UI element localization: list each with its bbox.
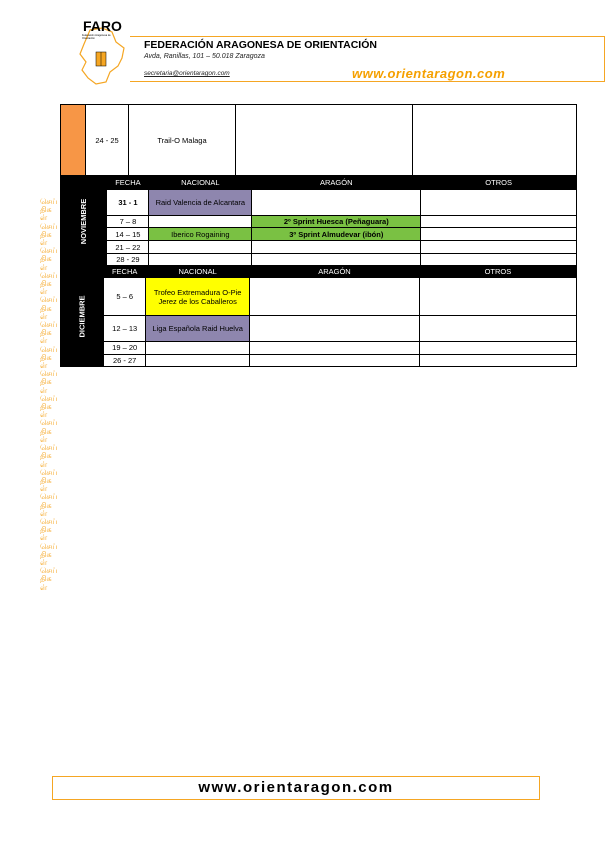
fecha-cell: 26 - 27 [104,354,146,366]
otros-cell [421,241,577,254]
header-website-link[interactable]: www.orientaragon.com [352,66,506,81]
table-row [61,105,577,176]
fecha-cell: 7 – 8 [107,215,149,228]
decorative-sidebar-text: செய்திகள் செய்திகள் செய்திகள் செய்திகள் செய்திகள் செய்திகள் செய்திகள் செய்திகள் செய்திகள் செய்திகள் செய்திகள் செய்திகள் செய்திகள் செய்திகள் செய்திகள் செய்திகள் [40,197,58,592]
table-row [61,189,577,215]
nacional-cell: Raid Valencia de Alcantara [149,189,252,215]
letterhead [60,18,546,80]
col-otros-header: OTROS [421,177,577,190]
table-row [61,342,577,354]
nacional-cell [146,342,250,354]
aragon-cell [252,254,421,266]
month-label-noviembre: NOVIEMBRE [61,177,107,266]
otros-cell [419,316,576,342]
aragon-cell: 3º Sprint Almudevar (ibón) [252,228,421,241]
footer-frame [52,776,540,800]
logo-text: FARO [83,18,122,34]
footer-website-link[interactable]: www.orientaragon.com [198,779,394,796]
aragon-cell [250,278,420,316]
col-otros-header: OTROS [419,266,576,278]
fecha-cell: 28 - 29 [107,254,149,266]
federation-email[interactable]: secretaria@orientaragon.com [144,70,230,77]
nacional-cell: Liga Española Raid Huelva [146,316,250,342]
nacional-cell [149,241,252,254]
otros-cell [421,228,577,241]
col-aragon-header: ARAGÓN [250,266,420,278]
table-row [61,354,577,366]
table-row [61,254,577,266]
calendar-table-noviembre [60,176,577,266]
otros-cell [421,189,577,215]
aragon-cell: 2º Sprint Huesca (Peñaguara) [252,215,421,228]
month-cell-empty [61,105,86,176]
otros-cell [419,342,576,354]
column-header-row [61,177,577,190]
col-nacional-header: NACIONAL [149,177,252,190]
nacional-cell: Iberico Rogaining [149,228,252,241]
otros-cell [421,215,577,228]
fecha-cell: 19 – 20 [104,342,146,354]
fecha-cell: 5 – 6 [104,278,146,316]
month-label-diciembre: DICIEMBRE [61,266,104,367]
table-row [61,241,577,254]
aragon-cell [250,354,420,366]
aragon-cell [252,189,421,215]
nacional-cell: Trail-O Malaga [129,105,236,176]
fecha-cell: 24 - 25 [86,105,129,176]
federation-title: FEDERACIÓN ARAGONESA DE ORIENTACIÓN [144,39,377,51]
nacional-cell [146,354,250,366]
calendar-table-diciembre [60,265,577,367]
otros-cell [421,254,577,266]
col-fecha-header: FECHA [104,266,146,278]
fecha-cell: 31 - 1 [107,189,149,215]
col-nacional-header: NACIONAL [146,266,250,278]
otros-cell [419,278,576,316]
fecha-cell: 12 – 13 [104,316,146,342]
aragon-cell [252,241,421,254]
fecha-cell: 21 – 22 [107,241,149,254]
nacional-cell [149,215,252,228]
fecha-cell: 14 – 15 [107,228,149,241]
column-header-row [61,266,577,278]
nacional-cell [149,254,252,266]
table-row [61,316,577,342]
otros-cell [413,105,577,176]
aragon-cell [250,342,420,354]
federation-address: Avda, Ranillas, 101 – 50.018 Zaragoza [144,53,265,60]
table-row [61,215,577,228]
aragon-cell [250,316,420,342]
col-aragon-header: ARAGÓN [252,177,421,190]
table-row [61,278,577,316]
table-row [61,228,577,241]
aragon-cell [236,105,413,176]
nacional-cell: Trofeo Extremadura O-Pie Jerez de los Caballeros [146,278,250,316]
otros-cell [419,354,576,366]
logo-subtext: Federación Aragonesa de Orientación [82,34,111,40]
calendar-table-top [60,104,577,176]
col-fecha-header: FECHA [107,177,149,190]
